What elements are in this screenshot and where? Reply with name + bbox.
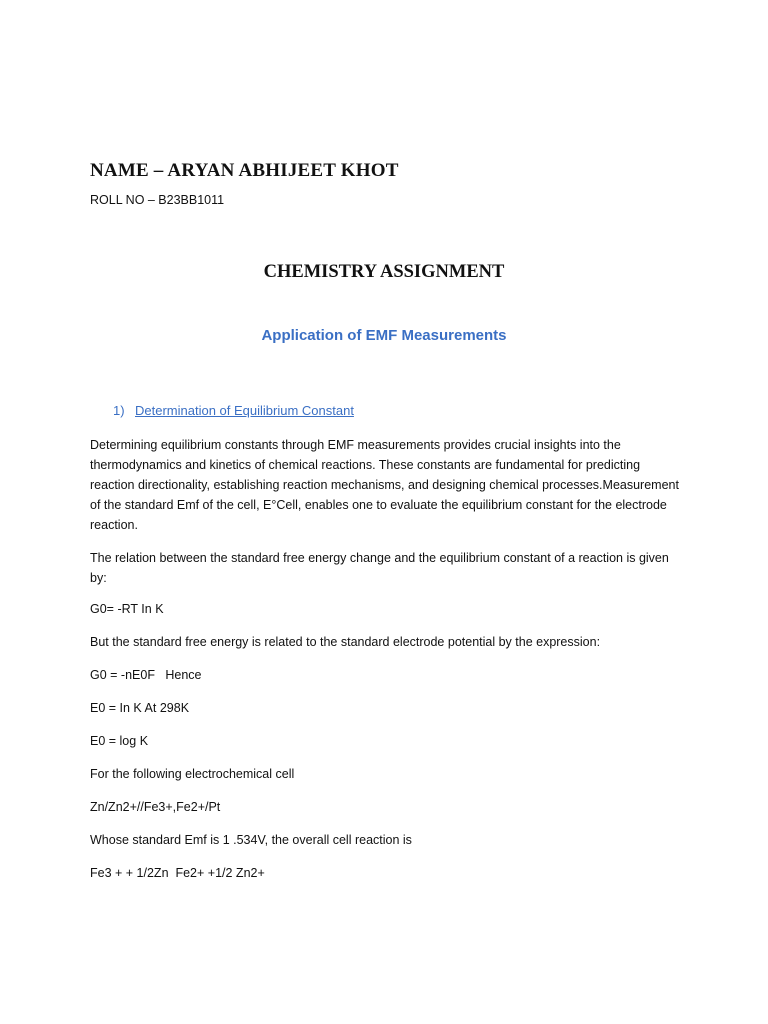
equation-line: E0 = log K bbox=[90, 734, 149, 748]
section-number: 1) bbox=[113, 403, 125, 418]
roll-number: ROLL NO – B23BB1011 bbox=[90, 193, 225, 207]
text-line: But the standard free energy is related to the standard electrode potential by the expression: bbox=[90, 635, 601, 649]
text-line: For the following electrochemical cell bbox=[90, 767, 295, 781]
text-line: Whose standard Emf is 1 .534V, the overall cell reaction is bbox=[90, 833, 412, 847]
cell-notation: Zn/Zn2+//Fe3+,Fe2+/Pt bbox=[90, 800, 221, 814]
section-heading bbox=[113, 403, 354, 418]
equation-line: G0 = -nE0F Hence bbox=[90, 668, 202, 682]
paragraph-intro: Determining equilibrium constants through EMF measurements provides crucial insights into the thermodynamics and kinetics of chemical reactions. These constants are fundamental for predicting reaction directionality, establishing reaction mechanisms, and designing chemical processes.Measurement of the standard Emf of the cell, E°Cell, enables one to evaluate the equilibrium constant for the electrode reaction. bbox=[90, 438, 679, 532]
paragraph-relation: The relation between the standard free energy change and the equilibrium constant of a reaction is given by: bbox=[90, 551, 669, 585]
equation-line: E0 = In K At 298K bbox=[90, 701, 190, 715]
section-title: Determination of Equilibrium Constant bbox=[135, 403, 354, 418]
document-subtitle: Application of EMF Measurements bbox=[261, 327, 507, 344]
student-name-heading: NAME – ARYAN ABHIJEET KHOT bbox=[90, 160, 399, 181]
reaction-equation: Fe3 + + 1/2Zn Fe2+ +1/2 Zn2+ bbox=[90, 866, 265, 880]
document-title: CHEMISTRY ASSIGNMENT bbox=[263, 262, 505, 282]
equation-line: G0= -RT In K bbox=[90, 602, 164, 616]
